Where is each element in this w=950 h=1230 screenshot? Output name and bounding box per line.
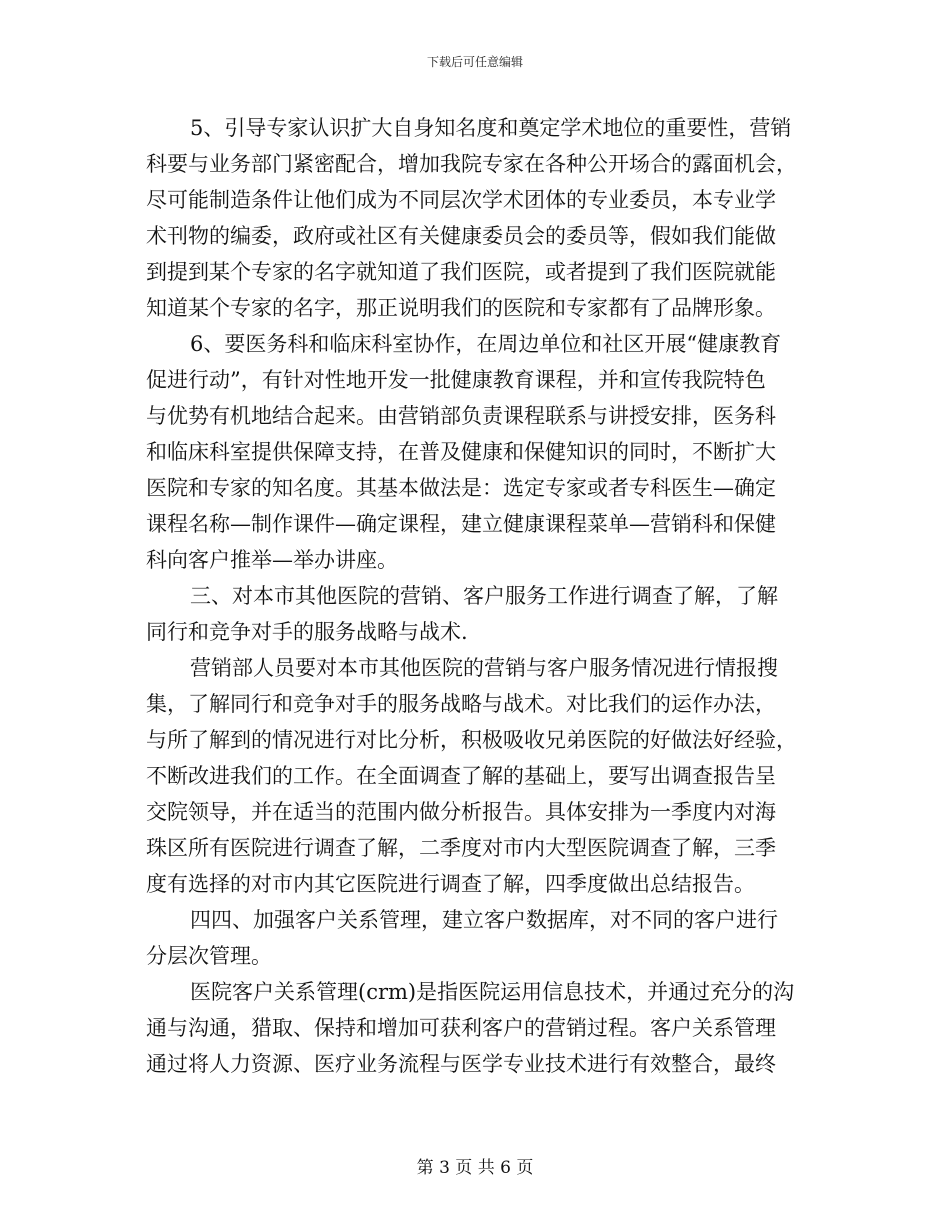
text-line: 课程名称—制作课件—确定课程，建立健康课程菜单—营销科和保健 (146, 512, 776, 536)
paragraph-item-6 (146, 326, 806, 578)
page-label-mid: 页 共 (455, 1158, 495, 1178)
text-line: 度有选择的对市内其它医院进行调查了解，四季度做出总结报告。 (146, 872, 755, 896)
page-header (0, 53, 950, 70)
text-line: 通与沟通，猎取、保持和增加可获利客户的营销过程。客户关系管理 (146, 1016, 776, 1040)
text-line: 和临床科室提供保障支持，在普及健康和保健知识的同时，不断扩大 (146, 440, 776, 464)
text-line: 同行和竞争对手的服务战略与战术. (146, 620, 468, 644)
page-label-prefix: 第 (416, 1158, 434, 1178)
text-line: 交院领导，并在适当的范围内做分析报告。具体安排为一季度内对海 (146, 800, 776, 824)
text-line: 与优势有机地结合起来。由营销部负责课程联系与讲授安排，医务科 (146, 404, 776, 428)
document-body (146, 110, 806, 1082)
text-line: 四四、加强客户关系管理，建立客户数据库，对不同的客户进行 (190, 908, 778, 932)
section-heading-3 (146, 578, 806, 650)
text-line: 珠区所有医院进行调查了解，二季度对市内大型医院调查了解，三季 (146, 836, 776, 860)
text-line: 术刊物的编委，政府或社区有关健康委员会的委员等，假如我们能做 (146, 224, 776, 248)
section-heading-4 (146, 902, 806, 974)
text-line: 6、要医务科和临床科室协作，在周边单位和社区开展“健康教育 (190, 332, 782, 356)
page-footer (0, 1153, 950, 1178)
text-line: 5、引导专家认识扩大自身知名度和奠定学术地位的重要性，营销 (190, 116, 792, 140)
header-text: 下载后可任意编辑 (426, 55, 523, 69)
text-line: 促进行动”，有针对性地开发一批健康教育课程，并和宣传我院特色 (146, 368, 766, 392)
text-line: 分层次管理。 (146, 944, 272, 968)
text-line: 科向客户推举—举办讲座。 (146, 548, 398, 572)
text-line: 医院客户关系管理(crm)是指医院运用信息技术，并通过充分的沟 (190, 980, 795, 1004)
page-total: 6 (500, 1158, 511, 1178)
text-line: 科要与业务部门紧密配合，增加我院专家在各种公开场合的露面机会， (146, 152, 797, 176)
text-line: 尽可能制造条件让他们成为不同层次学术团体的专业委员，本专业学 (146, 188, 776, 212)
text-line: 医院和专家的知名度。其基本做法是：选定专家或者专科医生—确定 (146, 476, 776, 500)
text-line: 不断改进我们的工作。在全面调查了解的基础上，要写出调查报告呈 (146, 764, 776, 788)
paragraph-item-5 (146, 110, 806, 326)
page-label-suffix: 页 (516, 1158, 534, 1178)
text-line: 到提到某个专家的名字就知道了我们医院，或者提到了我们医院就能 (146, 260, 776, 284)
paragraph-crm (146, 974, 806, 1082)
page-current: 3 (439, 1158, 450, 1178)
text-line: 集，了解同行和竞争对手的服务战略与战术。对比我们的运作办法， (146, 692, 776, 716)
text-line: 知道某个专家的名字，那正说明我们的医院和专家都有了品牌形象。 (146, 296, 776, 320)
text-line: 营销部人员要对本市其他医院的营销与客户服务情况进行情报搜 (190, 656, 778, 680)
text-line: 通过将人力资源、医疗业务流程与医学专业技术进行有效整合，最终 (146, 1052, 776, 1076)
paragraph-survey (146, 650, 806, 902)
text-line: 与所了解到的情况进行对比分析，积极吸收兄弟医院的好做法好经验， (146, 728, 797, 752)
text-line: 三、对本市其他医院的营销、客户服务工作进行调查了解，了解 (190, 584, 778, 608)
